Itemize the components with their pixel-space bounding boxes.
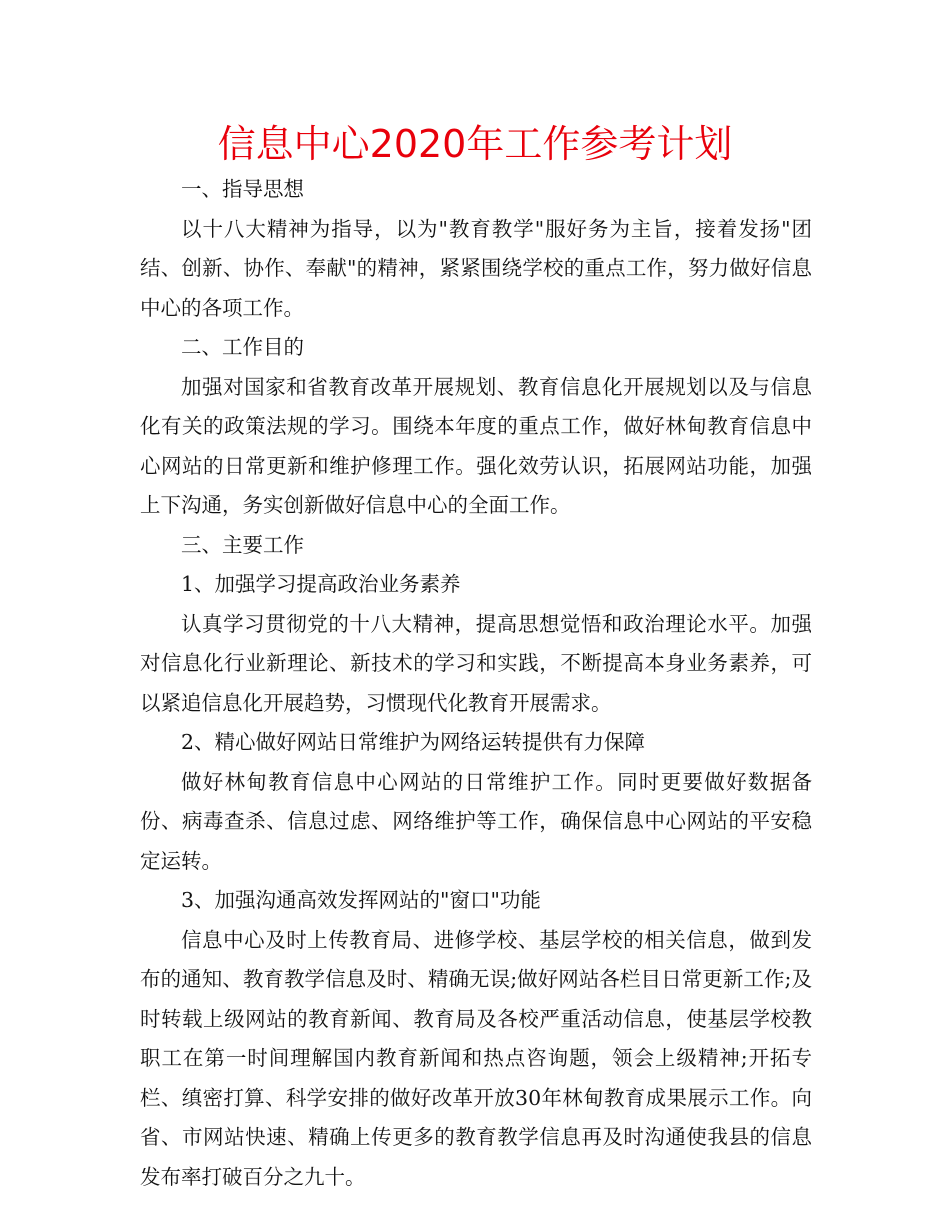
document-title: 信息中心2020年工作参考计划: [217, 122, 733, 166]
document-body: [140, 170, 812, 1197]
section-heading-main-work: 三、主要工作: [181, 532, 304, 557]
section-heading-work-goals: 二、工作目的: [181, 335, 304, 359]
paragraph-work-goals: 加强对国家和省教育改革开展规划、教育信息化开展规划以及与信息化有关的政策法规的学习。围绕本年度的重点工作，做好林甸教育信息中心网站的日常更新和维护修理工作。强化效劳认识，拓展网站功能，加强上下沟通，务实创新做好信息中心的全面工作。: [140, 374, 812, 517]
subheading-study: 1、加强学习提高政治业务素养: [181, 572, 461, 596]
paragraph-communication: 信息中心及时上传教育局、进修学校、基层学校的相关信息，做到发布的通知、教育教学信息及时、精确无误;做好网站各栏目日常更新工作;及时转载上级网站的教育新闻、教育局及各校严重活动信息，使基层学校教职工在第一时间理解国内教育新闻和热点咨询题，领会上级精神;开拓专栏、缜密打算、科学安排的做好改革开放30年林甸教育成果展示工作。向省、市网站快速、精确上传更多的教育教学信息再及时沟通使我县的信息发布率打破百分之九十。: [140, 927, 812, 1189]
subheading-website-maintenance: 2、精心做好网站日常维护为网络运转提供有力保障: [181, 730, 646, 754]
paragraph-guiding-ideology: 以十八大精神为指导，以为"教育教学"服好务为主旨，接着发扬"团结、创新、协作、奉献"的精神，紧紧围绕学校的重点工作，努力做好信息中心的各项工作。: [140, 216, 812, 320]
subheading-communication: 3、加强沟通高效发挥网站的"窗口"功能: [181, 888, 541, 912]
paragraph-website-maintenance: 做好林甸教育信息中心网站的日常维护工作。同时更要做好数据备份、病毒查杀、信息过虑、网络维护等工作，确保信息中心网站的平安稳定运转。: [140, 769, 812, 873]
paragraph-study: 认真学习贯彻党的十八大精神，提高思想觉悟和政治理论水平。加强对信息化行业新理论、新技术的学习和实践，不断提高本身业务素养，可以紧追信息化开展趋势，习惯现代化教育开展需求。: [140, 611, 812, 715]
section-heading-guiding-ideology: 一、指导思想: [181, 177, 304, 201]
